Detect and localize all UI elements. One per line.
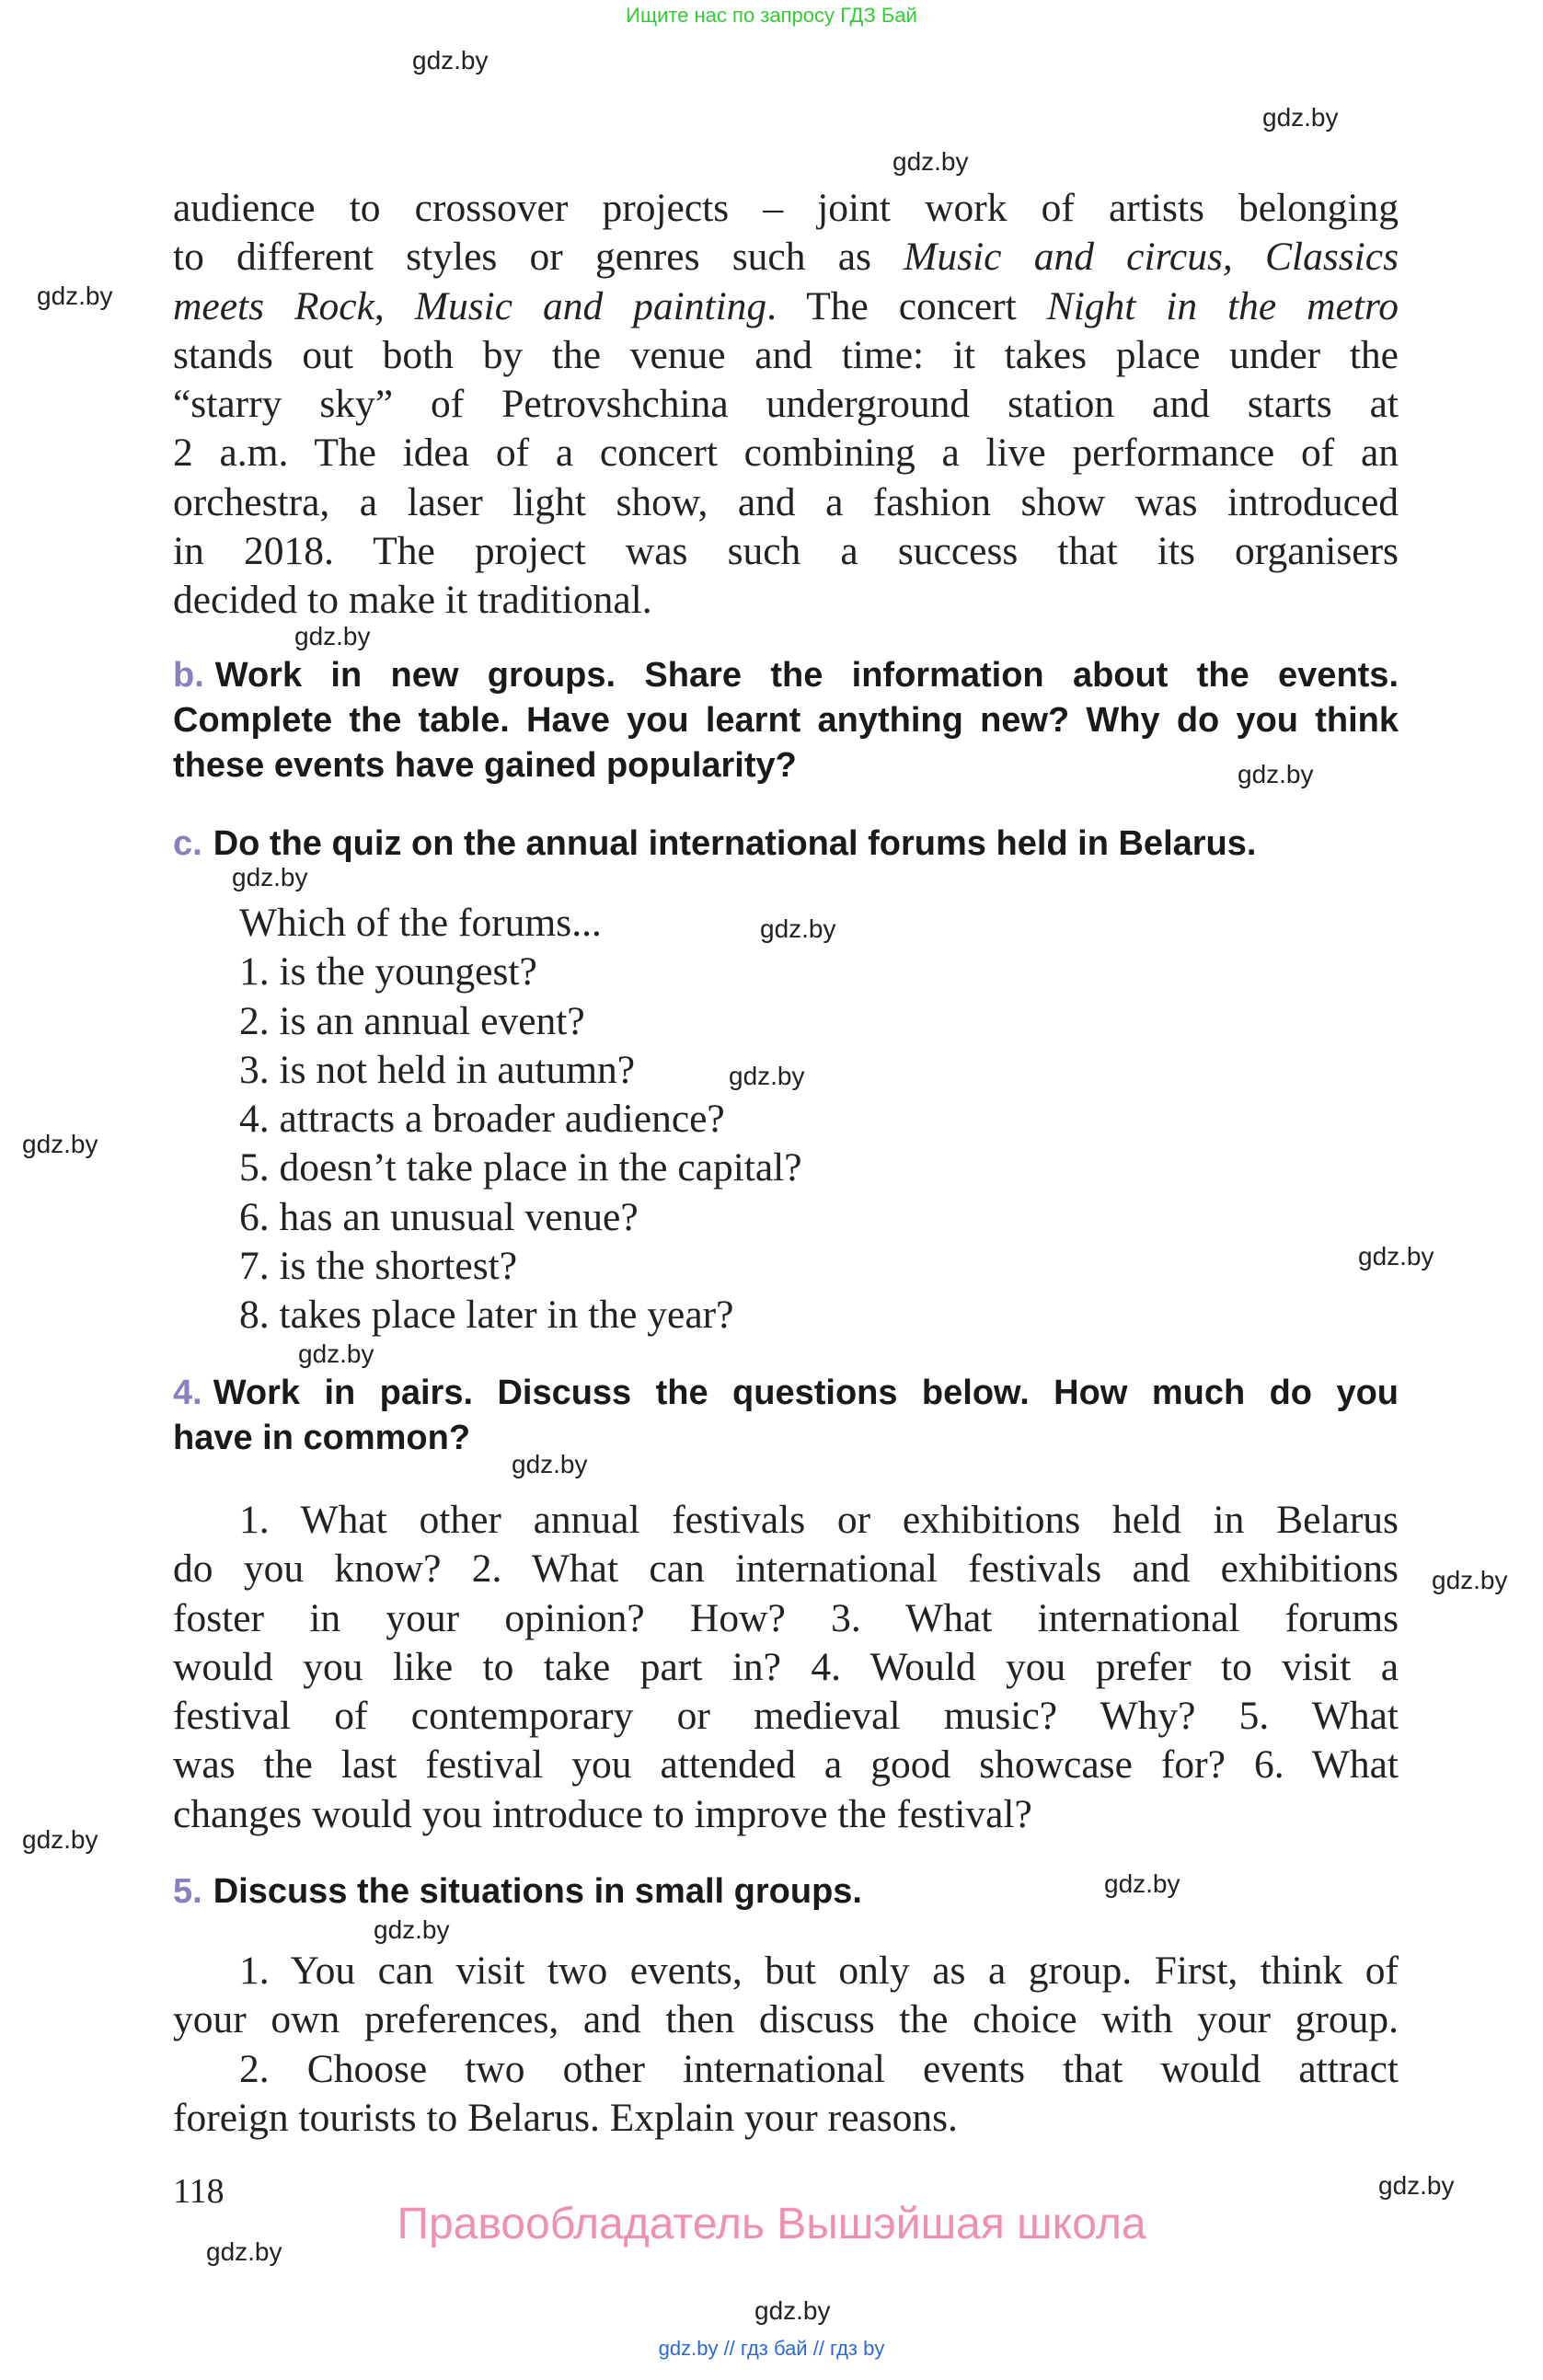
watermark: gdz.by [22,1825,98,1854]
task-number: b. [173,656,204,695]
task-5 [173,1869,1399,1914]
quiz-item: 2. is an annual event? [239,998,585,1043]
watermark: gdz.by [1378,2171,1455,2200]
text-line: festival of contemporary or medieval music? Why? 5. What [173,1694,1399,1739]
task-number: c. [173,824,202,863]
task-b [173,653,1399,788]
page-number: 118 [173,2172,225,2211]
text-fragment: Discuss the situations in small groups. [213,1872,862,1911]
watermark: gdz.by [206,2237,282,2266]
italic-title: Music and circus, Classics [904,235,1399,280]
text-fragment: Work in new groups. Share the information about the events. [214,656,1399,695]
text-line: foster in your opinion? How? 3. What international forums [173,1595,1399,1640]
text-line: 2 a.m. The idea of a concert combining a live performance of an [173,431,1399,476]
watermark: gdz.by [512,1450,588,1478]
text-line [173,822,1399,867]
watermark: gdz.by [892,147,969,176]
watermark: gdz.by [37,282,113,310]
watermark: gdz.by [232,863,308,891]
text-line: audience to crossover projects – joint work of artists belonging [173,186,1399,230]
watermark: gdz.by [412,46,489,75]
watermark: gdz.by [1104,1869,1180,1898]
italic-title: Music and painting [414,283,767,328]
text-line [173,282,1399,331]
watermark: gdz.by [22,1130,98,1158]
watermark: gdz.by [298,1339,374,1368]
watermark: gdz.by [374,1915,450,1944]
italic-title: Night in the metro [1046,283,1399,328]
text-fragment: to different styles or genres such as [173,235,904,280]
text-line: would you like to take part in? 4. Would you prefer to visit a [173,1644,1399,1689]
text-fragment: . The concert [766,283,1047,328]
text-line: these events have gained popularity? [173,746,797,785]
text-line: stands out both by the venue and time: it takes place under the [173,332,1399,377]
text-line: orchestra, a laser light show, and a fashion show was introduced [173,479,1399,524]
text-line [173,1869,1399,1914]
text-line: do you know? 2. What can international festivals and exhibitions [173,1546,1399,1592]
text-line [173,653,1399,698]
watermark: gdz.by [729,1062,805,1090]
watermark: gdz.by [1358,1242,1434,1270]
task-c [173,822,1399,867]
text-line: Complete the table. Have you learnt anything new? Why do you think [173,701,1399,740]
footer-links[interactable]: gdz.by // гдз бай // гдз by [658,2337,885,2360]
text-line: in 2018. The project was such a success that its organisers [173,529,1399,574]
quiz-list [239,899,1067,1340]
quiz-item: 3. is not held in autumn? [239,1047,636,1092]
task-number: 5. [173,1872,202,1911]
copyright-owner: Правообладатель Вышэйшая школа [397,2200,1146,2248]
quiz-item: 7. is the shortest? [239,1244,518,1289]
text-line: have in common? [173,1419,471,1457]
quiz-item: 8. takes place later in the year? [239,1293,734,1338]
text-line: your own preferences, and then discuss the choice with your group. [173,1997,1399,2042]
search-hint: Ищите нас по запросу ГДЗ Бай [626,4,917,27]
text-line: was the last festival you attended a good showcase for? 6. What [173,1742,1399,1788]
italic-title: meets Rock [173,283,374,328]
watermark: gdz.by [754,2296,831,2325]
text-line: “starry sky” of Petrovshchina underground station and starts at [173,382,1399,427]
task-4-paragraph [173,1496,1399,1839]
text-fragment: , [374,283,415,328]
text-line [173,233,1399,282]
quiz-item: 1. is the youngest? [239,949,537,995]
quiz-item: 6. has an unusual venue? [239,1194,639,1239]
task-4 [173,1371,1399,1461]
text-line: changes would you introduce to improve the festival? [173,1791,1032,1836]
quiz-intro: Which of the forums... [239,901,602,945]
text-line: decided to make it traditional. [173,578,652,623]
text-line: 1. What other annual festivals or exhibitions held in Belarus [239,1498,1399,1542]
watermark: gdz.by [760,914,836,943]
watermark: gdz.by [1238,760,1314,788]
intro-paragraph [173,184,1399,626]
text-line: 2. Choose two other international events that would attract [239,2046,1399,2091]
text-fragment: Work in pairs. Discuss the questions below. How much do you [213,1374,1399,1412]
quiz-item: 4. attracts a broader audience? [239,1097,725,1142]
text-fragment: Do the quiz on the annual international forums held in Belarus. [213,824,1257,863]
text-line: 1. You can visit two events, but only as a group. First, think of [239,1949,1399,1993]
watermark: gdz.by [1262,103,1339,132]
text-line [173,1371,1399,1416]
watermark: gdz.by [294,622,371,650]
quiz-item: 5. doesn’t take place in the capital? [239,1145,802,1190]
task-5-paragraph [173,1947,1399,2143]
text-line: foreign tourists to Belarus. Explain your reasons. [173,2095,958,2140]
task-number: 4. [173,1374,202,1412]
watermark: gdz.by [1432,1566,1508,1594]
